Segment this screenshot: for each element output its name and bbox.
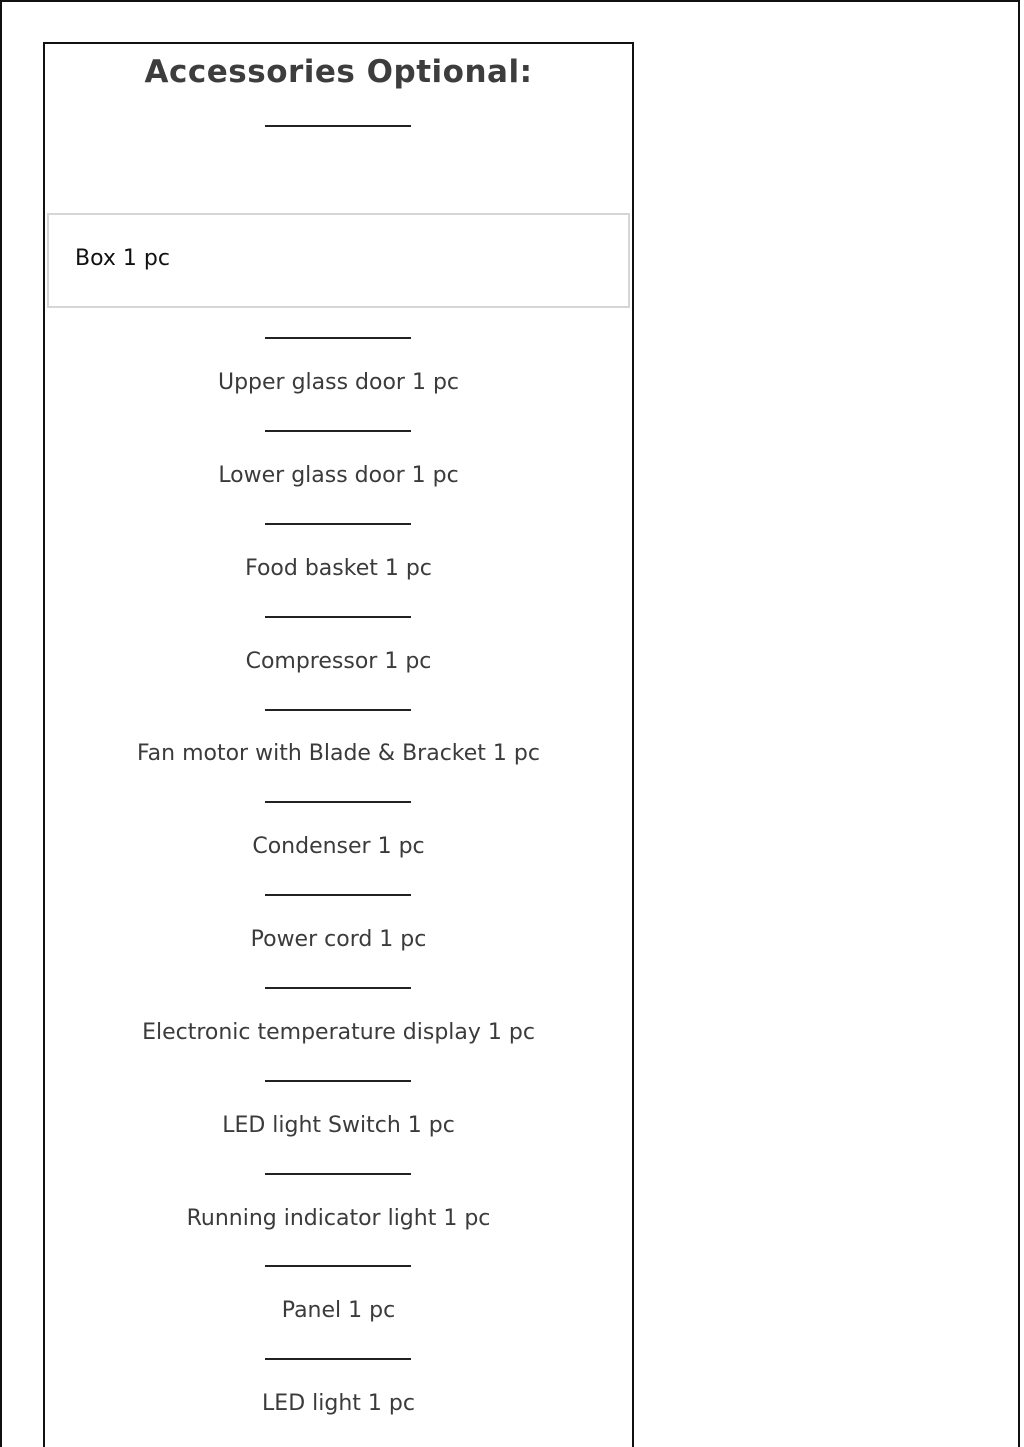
divider [265, 616, 411, 618]
list-item: LED light Switch 1 pc [222, 1113, 455, 1138]
divider [265, 430, 411, 432]
list-item: Running indicator light 1 pc [186, 1206, 491, 1231]
divider [265, 337, 411, 339]
highlighted-item-label: Box 1 pc [75, 246, 170, 271]
list-item: Lower glass door 1 pc [218, 463, 459, 488]
divider [265, 1358, 411, 1360]
list-item: Food basket 1 pc [245, 556, 432, 581]
list-item: Fan motor with Blade & Bracket 1 pc [137, 741, 540, 766]
divider [265, 125, 411, 127]
list-item: Condenser 1 pc [252, 834, 425, 859]
accessories-panel [43, 42, 634, 1447]
divider [265, 1173, 411, 1175]
section-title: Accessories Optional: [144, 54, 533, 90]
list-item: Electronic temperature display 1 pc [142, 1020, 535, 1045]
list-item: Panel 1 pc [281, 1298, 396, 1323]
divider [265, 523, 411, 525]
highlighted-list-item[interactable] [47, 213, 630, 308]
divider [265, 894, 411, 896]
list-item: Power cord 1 pc [250, 927, 427, 952]
list-item: Compressor 1 pc [245, 649, 432, 674]
list-item: Upper glass door 1 pc [217, 370, 460, 395]
divider [265, 801, 411, 803]
divider [265, 1080, 411, 1082]
divider [265, 709, 411, 711]
divider [265, 987, 411, 989]
divider [265, 1265, 411, 1267]
list-item: LED light 1 pc [262, 1391, 415, 1416]
